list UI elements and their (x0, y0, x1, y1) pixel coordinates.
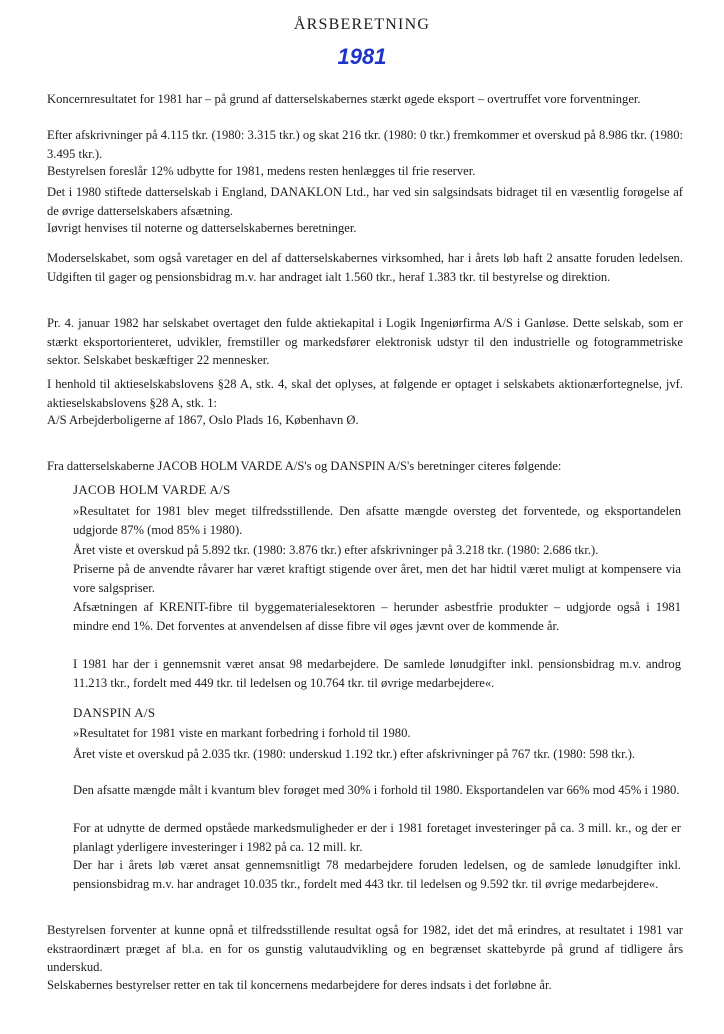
paragraph-dividend: Bestyrelsen foreslår 12% udbytte for 1981, medens resten henlægges til frie reserver. (47, 164, 476, 178)
paragraph-outlook-1982: Bestyrelsen forventer at kunne opnå et tilfredsstillende resultat også for 1982, idet det må erindres, at resultatet i 1981 var ekstraordinært præget af bl.a. en for os gunstig valutaudvikling og en begrænset skattebyrde på grund af tidligere års underskud. (47, 923, 683, 974)
jhv-result: »Resultatet for 1981 blev meget tilfredsstillende. Den afsatte mængde oversteg det forventede, og eksportandelen udgjorde 87% (mod 85% i 1980). (73, 504, 681, 537)
report-year: 1981 (337, 44, 387, 69)
danspin-employees: Der har i årets løb været ansat gennemsnitligt 78 medarbejdere foruden ledelsen, og de samlede lønudgifter inkl. pensionsbidrag m.v. har andraget 10.035 tkr., fordelt med 443 tkr. til ledelsen og 9.592 tkr. til øvrige medarbejdere«. (73, 858, 681, 891)
jhv-raw-materials: Priserne på de anvendte råvarer har været kraftigt stigende over året, men det har hidtil været muligt at kompensere via vore salgspriser. (73, 562, 681, 595)
danspin-volume: Den afsatte mængde målt i kvantum blev forøget med 30% i forhold til 1980. Eksportandelen var 66% mod 45% i 1980. (73, 783, 680, 797)
page-title: ÅRSBERETNING (293, 16, 431, 33)
danspin-profit: Året viste et overskud på 2.035 tkr. (1980: underskud 1.192 tkr.) efter afskrivninger på 767 tkr. (1980: 598 tkr.). (73, 747, 636, 761)
jhv-profit: Året viste et overskud på 5.892 tkr. (1980: 3.876 tkr.) efter afskrivninger på 3.218 tkr. (1980: 2.686 tkr.). (73, 543, 599, 557)
section-heading-danspin: DANSPIN A/S (73, 705, 156, 720)
paragraph-subsidiary-intro: Fra datterselskaberne JACOB HOLM VARDE A/S's og DANSPIN A/S's beretninger citeres følgende: (47, 459, 562, 473)
danspin-result: »Resultatet for 1981 viste en markant forbedring i forhold til 1980. (73, 726, 411, 740)
section-heading-jacob-holm-varde: JACOB HOLM VARDE A/S (73, 482, 231, 497)
jhv-employees: I 1981 har der i gennemsnit været ansat 98 medarbejdere. De samlede lønudgifter inkl. pensionsbidrag m.v. androg 11.213 tkr., fordelt med 449 tkr. til ledelsen og 10.764 tkr. til øvrige medarbejdere«. (73, 657, 681, 690)
paragraph-profit: Efter afskrivninger på 4.115 tkr. (1980: 3.315 tkr.) og skat 216 tkr. (1980: 0 tkr.) fremkommer et overskud på 8.986 tkr. (1980: 3.495 tkr.). (47, 128, 683, 161)
paragraph-shareholder-name: A/S Arbejderboligerne af 1867, Oslo Plads 16, København Ø. (47, 413, 359, 427)
jhv-krenit-fibres: Afsætningen af KRENIT-fibre til byggematerialesektoren – herunder asbestfrie produkter – udgjorde også i 1981 mindre end 1%. Det forventes at anvendelsen af disse fibre vil øges jævnt over de kommende år. (73, 600, 681, 633)
paragraph-danaklon: Det i 1980 stiftede datterselskab i England, DANAKLON Ltd., har ved sin salgsindsats bidraget til en væsentlig forøgelse af de øvrige datterselskabers afsætning. (47, 185, 683, 218)
danspin-investments: For at udnytte de dermed opståede markedsmuligheder er der i 1981 foretaget investeringer på ca. 3 mill. kr., og der er planlagt yderligere investeringer i 1982 på ca. 12 mill. kr. (73, 821, 681, 854)
paragraph-shareholder-notice: I henhold til aktieselskabslovens §28 A, stk. 4, skal det oplyses, at følgende er optaget i selskabets aktionærfortegnelse, jvf. aktieselskabslovens §28 A, stk. 1: (47, 377, 683, 410)
paragraph-group-result: Koncernresultatet for 1981 har – på grund af datterselskabernes stærkt øgede eksport – overtruffet vore forventninger. (47, 92, 641, 106)
paragraph-logik-acquisition: Pr. 4. januar 1982 har selskabet overtaget den fulde aktiekapital i Logik Ingeniørfirma A/S i Ganløse. Dette selskab, som er stærkt eksportorienteret, udvikler, fremstiller og markedsfører elektronisk udstyr til den industrielle og fotogrammetriske sektor. Selskabet beskæftiger 22 mennesker. (47, 316, 683, 367)
paragraph-references: Iøvrigt henvises til noterne og datterselskabernes beretninger. (47, 221, 357, 235)
paragraph-thanks: Selskabernes bestyrelser retter en tak til koncernens medarbejdere for deres indsats i det forløbne år. (47, 978, 552, 992)
paragraph-parent-company: Moderselskabet, som også varetager en del af datterselskabernes virksomhed, har i årets løb haft 2 ansatte foruden ledelsen. Udgiften til gager og pensionsbidrag m.v. har andraget ialt 1.560 tkr., heraf 1.383 tkr. til bestyrelse og direktion. (47, 251, 683, 284)
